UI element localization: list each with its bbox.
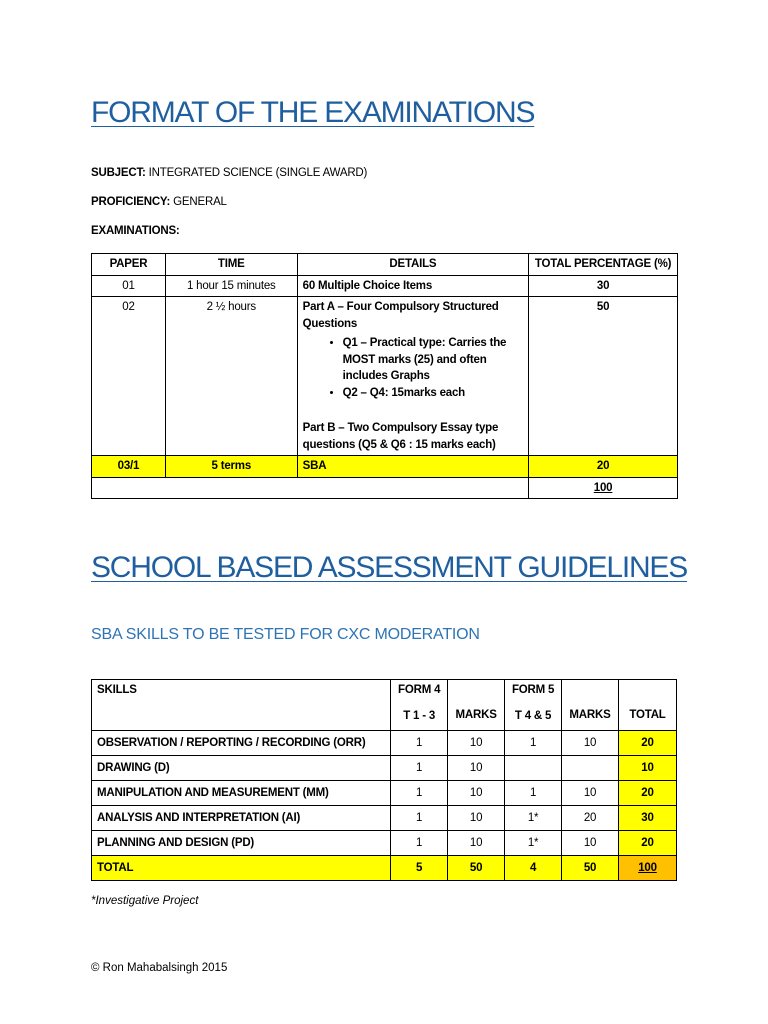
total-cell: 20 <box>619 731 677 756</box>
proficiency-label: PROFICIENCY: <box>91 196 171 208</box>
grand-total-cell: 100 <box>619 856 677 881</box>
time-cell: 5 terms <box>165 456 297 478</box>
t45-cell: 1* <box>505 806 562 831</box>
t13-cell: 1 <box>391 831 448 856</box>
table-header-row <box>92 680 677 731</box>
table-row <box>92 275 678 297</box>
t13-cell: 1 <box>391 806 448 831</box>
exam-format-table <box>91 253 678 499</box>
sba-skills-table <box>91 679 677 881</box>
total-row <box>92 856 677 881</box>
list-item: • Q2 – Q4: 15marks each <box>343 385 524 402</box>
skill-cell: DRAWING (D) <box>92 756 391 781</box>
part-b-text: Part B – Two Compulsory Essay type questions (Q5 & Q6 : 15 marks each) <box>302 422 499 451</box>
proficiency-line <box>91 196 227 208</box>
paper-cell: 01 <box>92 275 166 297</box>
sba-skills-subtitle: SBA SKILLS TO BE TESTED FOR CXC MODERATION <box>91 626 480 643</box>
sba-highlight-row <box>92 456 678 478</box>
time-cell: 1 hour 15 minutes <box>165 275 297 297</box>
total-cell: 30 <box>529 275 678 297</box>
footnote: *Investigative Project <box>91 895 199 907</box>
paper-cell: 03/1 <box>92 456 166 478</box>
total-cell: 50 <box>529 297 678 456</box>
grand-total-cell: 100 <box>529 477 678 499</box>
table-row <box>92 756 677 781</box>
table-header-row <box>92 254 678 276</box>
t13-cell: 5 <box>391 856 448 881</box>
marks1-cell: 10 <box>448 781 505 806</box>
marks2-cell: 50 <box>562 856 619 881</box>
total-cell: 30 <box>619 806 677 831</box>
subject-label: SUBJECT: <box>91 167 146 179</box>
grand-total-row <box>92 477 678 499</box>
details-cell: SBA <box>297 456 529 478</box>
t13-cell: 1 <box>391 756 448 781</box>
header-details: DETAILS <box>297 254 529 276</box>
t45-cell: 1 <box>505 731 562 756</box>
examinations-label: EXAMINATIONS: <box>91 225 180 237</box>
table-row <box>92 781 677 806</box>
subject-value: INTEGRATED SCIENCE (SINGLE AWARD) <box>148 167 368 179</box>
empty-cell <box>92 477 529 499</box>
skill-cell: PLANNING AND DESIGN (PD) <box>92 831 391 856</box>
total-cell: 20 <box>619 781 677 806</box>
header-marks-1 <box>448 680 505 731</box>
t45-cell: 1 <box>505 781 562 806</box>
header-marks-2 <box>562 680 619 731</box>
terms-1-3-label: T 1 - 3 <box>403 709 436 722</box>
header-form4 <box>391 680 448 731</box>
skill-cell: TOTAL <box>92 856 391 881</box>
header-time: TIME <box>165 254 297 276</box>
skill-cell: OBSERVATION / REPORTING / RECORDING (ORR) <box>92 731 391 756</box>
copyright: © Ron Mahabalsingh 2015 <box>91 962 228 974</box>
marks1-cell: 10 <box>448 731 505 756</box>
t13-cell: 1 <box>391 731 448 756</box>
marks2-cell: 10 <box>562 731 619 756</box>
part-a-list <box>303 335 524 401</box>
marks2-cell: 10 <box>562 781 619 806</box>
paper-cell: 02 <box>92 297 166 456</box>
header-total <box>619 680 677 731</box>
sba-guidelines-title: SCHOOL BASED ASSESSMENT GUIDELINES <box>91 551 688 584</box>
table-row <box>92 297 678 456</box>
form5-label: FORM 5 <box>511 684 555 696</box>
form4-label: FORM 4 <box>398 684 441 696</box>
table-row <box>92 731 677 756</box>
marks2-cell <box>562 756 619 781</box>
t45-cell <box>505 756 562 781</box>
marks2-cell: 20 <box>562 806 619 831</box>
exam-format-title: FORMAT OF THE EXAMINATIONS <box>91 96 535 129</box>
marks2-cell: 10 <box>562 831 619 856</box>
part-a-text: Part A – Four Compulsory Structured Questions <box>302 301 499 330</box>
examinations-line <box>91 225 180 237</box>
total-cell: 20 <box>529 456 678 478</box>
marks1-cell: 50 <box>448 856 505 881</box>
marks-label: MARKS <box>569 709 611 721</box>
total-label: TOTAL <box>629 709 666 721</box>
details-cell: 60 Multiple Choice Items <box>297 275 529 297</box>
table-row <box>92 831 677 856</box>
header-form5 <box>505 680 562 731</box>
marks1-cell: 10 <box>448 806 505 831</box>
skill-cell: MANIPULATION AND MEASUREMENT (MM) <box>92 781 391 806</box>
details-cell <box>297 297 529 456</box>
time-cell: 2 ½ hours <box>165 297 297 456</box>
table-row <box>92 806 677 831</box>
t45-cell: 1* <box>505 831 562 856</box>
header-paper: PAPER <box>92 254 166 276</box>
t13-cell: 1 <box>391 781 448 806</box>
header-skills: SKILLS <box>92 680 391 731</box>
terms-4-5-label: T 4 & 5 <box>514 709 552 722</box>
skill-cell: ANALYSIS AND INTERPRETATION (AI) <box>92 806 391 831</box>
header-total-percentage: TOTAL PERCENTAGE (%) <box>529 254 678 276</box>
marks-label: MARKS <box>455 709 497 721</box>
list-item: • Q1 – Practical type: Carries the MOST marks (25) and often includes Graphs <box>343 335 524 385</box>
total-cell: 10 <box>619 756 677 781</box>
t45-cell: 4 <box>505 856 562 881</box>
subject-line <box>91 167 367 179</box>
marks1-cell: 10 <box>448 756 505 781</box>
proficiency-value: GENERAL <box>173 196 227 208</box>
total-cell: 20 <box>619 831 677 856</box>
marks1-cell: 10 <box>448 831 505 856</box>
